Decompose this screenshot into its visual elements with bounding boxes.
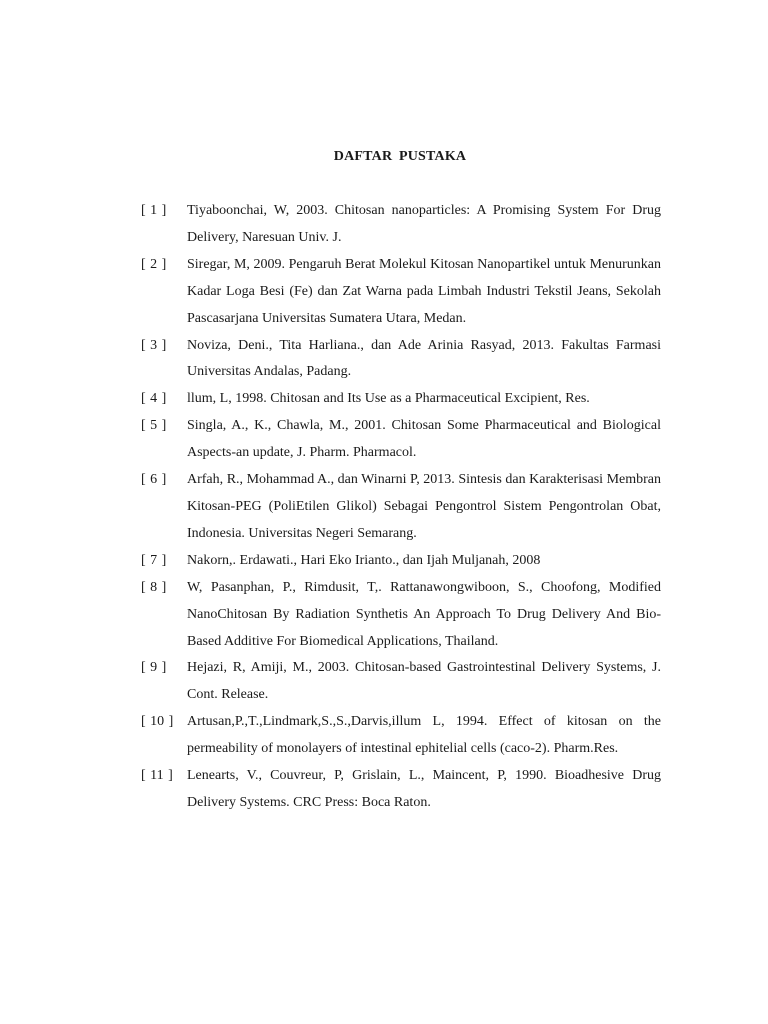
reference-number: [ 1 ] xyxy=(141,203,167,218)
reference-text: Singla, A., K., Chawla, M., 2001. Chitosan Some Pharmaceutical and Biological Aspects-an update, J. Pharm. Pharmacol. xyxy=(187,418,661,461)
reference-text: Lenearts, V., Couvreur, P, Grislain, L., Maincent, P, 1990. Bioadhesive Drug Delivery Systems. CRC Press: Boca Raton. xyxy=(187,768,661,810)
reference-item xyxy=(141,467,661,548)
reference-text: W, Pasanphan, P., Rimdusit, T,. Rattanawongwiboon, S., Choofong, Modified NanoChitosan By Radiation Synthetis An Approach To Drug Delivery And Bio-Based Additive For Biomedical Applications, Thailand. xyxy=(187,579,661,649)
reference-text: Siregar, M, 2009. Pengaruh Berat Molekul Kitosan Nanopartikel untuk Menurunkan Kadar Loga Besi (Fe) dan Zat Warna pada Limbah Industri Tekstil Jeans, Sekolah Pascasarjana Universitas Sumatera Utara, Medan. xyxy=(187,256,661,326)
reference-item xyxy=(141,386,661,413)
reference-item xyxy=(141,548,661,575)
reference-text: Artusan,P.,T.,Lindmark,S.,S.,Darvis,illum L, 1994. Effect of kitosan on the permeability of monolayers of intestinal ephitelial cells (caco-2). Pharm.Res. xyxy=(187,714,661,757)
reference-item xyxy=(141,333,661,387)
reference-number: [ 9 ] xyxy=(141,660,167,676)
reference-number: [ 4 ] xyxy=(141,391,167,407)
reference-text: llum, L, 1998. Chitosan and Its Use as a Pharmaceutical Excipient, Res. xyxy=(187,391,590,407)
reference-text: Hejazi, R, Amiji, M., 2003. Chitosan-based Gastrointestinal Delivery Systems, J. Cont. Release. xyxy=(187,660,661,703)
reference-number: [ 5 ] xyxy=(141,418,167,434)
reference-number: [ 6 ] xyxy=(141,472,167,488)
reference-number: [ 11 ] xyxy=(141,768,173,784)
reference-number: [ 3 ] xyxy=(141,337,167,353)
reference-item xyxy=(141,655,661,709)
reference-number: [ 8 ] xyxy=(141,579,167,595)
reference-number: [ 7 ] xyxy=(141,552,167,568)
reference-text: Arfah, R., Mohammad A., dan Winarni P, 2013. Sintesis dan Karakterisasi Membran Kitosan-PEG (PoliEtilen Glikol) Sebagai Pengontrol Sistem Pengontrolan Obat, Indonesia. Universitas Negeri Semarang. xyxy=(187,472,661,541)
reference-text: Noviza, Deni., Tita Harliana., dan Ade Arinia Rasyad, 2013. Fakultas Farmasi Universitas Andalas, Padang. xyxy=(187,337,661,380)
reference-text: Nakorn,. Erdawati., Hari Eko Irianto., dan Ijah Muljanah, 2008 xyxy=(187,552,541,568)
reference-item xyxy=(141,575,661,656)
reference-item xyxy=(141,709,661,763)
reference-list xyxy=(141,198,661,817)
reference-number: [ 10 ] xyxy=(141,714,174,730)
reference-item xyxy=(141,763,661,817)
reference-item xyxy=(141,413,661,467)
page-title: DAFTAR PUSTAKA xyxy=(333,149,467,164)
reference-text: Tiyaboonchai, W, 2003. Chitosan nanoparticles: A Promising System For Drug Delivery, Naresuan Univ. J. xyxy=(187,203,661,245)
reference-item xyxy=(141,252,661,333)
reference-number: [ 2 ] xyxy=(141,256,167,272)
reference-item xyxy=(141,198,661,252)
